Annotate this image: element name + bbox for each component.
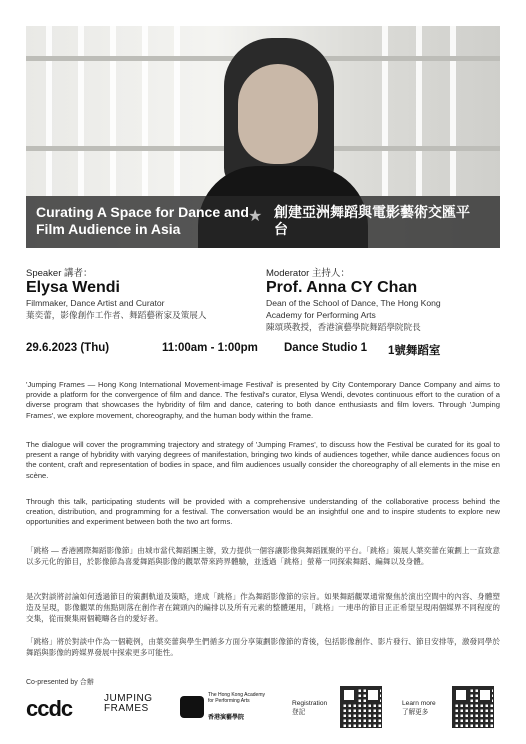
learn-more-label-en: Learn more <box>402 700 436 707</box>
window-slat <box>78 26 84 196</box>
speaker-name: Elysa Wendi <box>26 279 120 296</box>
portrait-face <box>238 64 318 164</box>
speaker-desc-en: Filmmaker, Dance Artist and Curator <box>26 298 165 308</box>
event-time: 11:00am - 1:00pm <box>162 342 258 354</box>
event-venue-zh: 1號舞蹈室 <box>388 345 441 357</box>
window-slat <box>46 26 52 196</box>
moderator-role: Moderator 主持人： <box>266 268 350 279</box>
jumping-frames-logo <box>104 694 153 714</box>
window-slat <box>382 26 388 196</box>
learn-more-qr-code[interactable] <box>452 686 494 728</box>
hero-title-en: Curating A Space for Dance and Film Audience in Asia <box>36 204 249 237</box>
window-slat <box>450 26 456 196</box>
event-venue-en: Dance Studio 1 <box>284 342 368 354</box>
event-date: 29.6.2023 (Thu) <box>26 342 110 354</box>
copresented-label: Co-presented by 合辦 <box>26 679 94 686</box>
window-slat <box>142 26 148 196</box>
star-icon: ★ <box>248 208 263 225</box>
ccdc-logo: ccdc <box>26 696 73 721</box>
intro-paragraph-zh: 「跳格 — 香港國際舞蹈影像節」由城市當代舞蹈團主辦，致力提供一個容讓影像與舞蹈匯聚的平台。「跳格」策展人葉奕蕾在策劃上一直致意以多元化的節目，於影像節為喜愛舞蹈與影像的觀眾帶來跨界體驗，並透過「跳格」螢幕一同探索舞蹈、編舞以及身體。 <box>26 546 500 566</box>
moderator-name: Prof. Anna CY Chan <box>266 279 418 296</box>
hkapa-logo <box>180 690 268 724</box>
speaker-desc-zh: 葉奕蕾，影像創作工作者、舞蹈藝術家及策展人 <box>26 310 207 320</box>
outcome-paragraph-zh: 「跳格」將於對談中作為一個範例，由葉奕蕾與學生們循多方面分享策劃影像節的背後，包括影像創作、影片發行、節目安排等，激發同學於舞蹈與影像的跨媒界發展中探索更多可能性。 <box>26 637 500 657</box>
window-slat <box>174 26 180 196</box>
dialogue-paragraph-en: The dialogue will cover the programming trajectory and strategy of 'Jumping Frames', to discuss how the Festival be curated for its goal to present a range of hybridity with varying degrees of manifestation, bringing two kinds of audiences together, while dance audiences focus on the content, craft and representation of bodies in space, and film audiences usually consider the choreography of all elements in the mise en scène. <box>26 440 500 480</box>
jumping-frames-logo-line1: JUMPING <box>104 693 153 704</box>
intro-paragraph-en: 'Jumping Frames — Hong Kong International Movement-image Festival' is presented by City Contemporary Dance Company and aims to provide a platform for the convergence of film and dance. The festival's curator, Elysa Wendi, devotes continuous effort to the curation of a diverse program that showcases the hybridity of film and dance, catering to both dance enthusiasts and film lovers. Through 'Jumping Frames', we explore movement, choreography, and the human body within the frame. <box>26 380 500 420</box>
window-slat <box>416 26 422 196</box>
learn-more-label <box>402 700 436 717</box>
hkapa-logo-en: The Hong Kong Academy for Performing Arts <box>208 692 265 704</box>
registration-qr-code[interactable] <box>340 686 382 728</box>
moderator-desc-zh: 陳頌瑛教授，香港演藝學院舞蹈學院院長 <box>266 322 421 332</box>
hkapa-logo-zh: 香港演藝學院 <box>208 715 245 721</box>
registration-label-zh: 登記 <box>292 708 306 716</box>
hero-photo <box>26 26 500 248</box>
speaker-role: Speaker 講者： <box>26 268 93 279</box>
jumping-frames-logo-line2: FRAMES <box>104 703 149 714</box>
hkapa-calligraphy-mark <box>180 696 204 718</box>
outcome-paragraph-en: Through this talk, participating students will be provided with a comprehensive understanding of the collaborative process behind the creation, distribution, and programming for a festival. The conversation would be an insightful one and to inspire students to explore new opportunities and experiment between both the two art forms. <box>26 497 500 527</box>
dialogue-paragraph-zh: 是次對談將討論如何透過節目的策劃軌道及策略，達成「跳格」作為舞蹈影像節的宗旨。如果舞蹈觀眾通常聚焦於演出空間中的內容、身體塑造及呈現，影像觀眾的焦點則落在創作者在鏡頭內的編排以及所有元素的整體運用，「跳格」一連串的節目正正希望呈現兩個媒界不同程度的交集，從而聚集兩個範疇各自的愛好者。 <box>26 592 500 623</box>
registration-label <box>292 700 327 717</box>
event-info-bar <box>26 342 500 362</box>
learn-more-label-zh: 了解更多 <box>402 708 429 716</box>
registration-label-en: Registration <box>292 700 328 707</box>
moderator-desc-en: Dean of the School of Dance, The Hong Kong Academy for Performing Arts <box>266 298 441 320</box>
hero-title-zh: 創建亞洲舞蹈與電影藝術交匯平台 <box>274 204 470 237</box>
window-slat <box>110 26 116 196</box>
